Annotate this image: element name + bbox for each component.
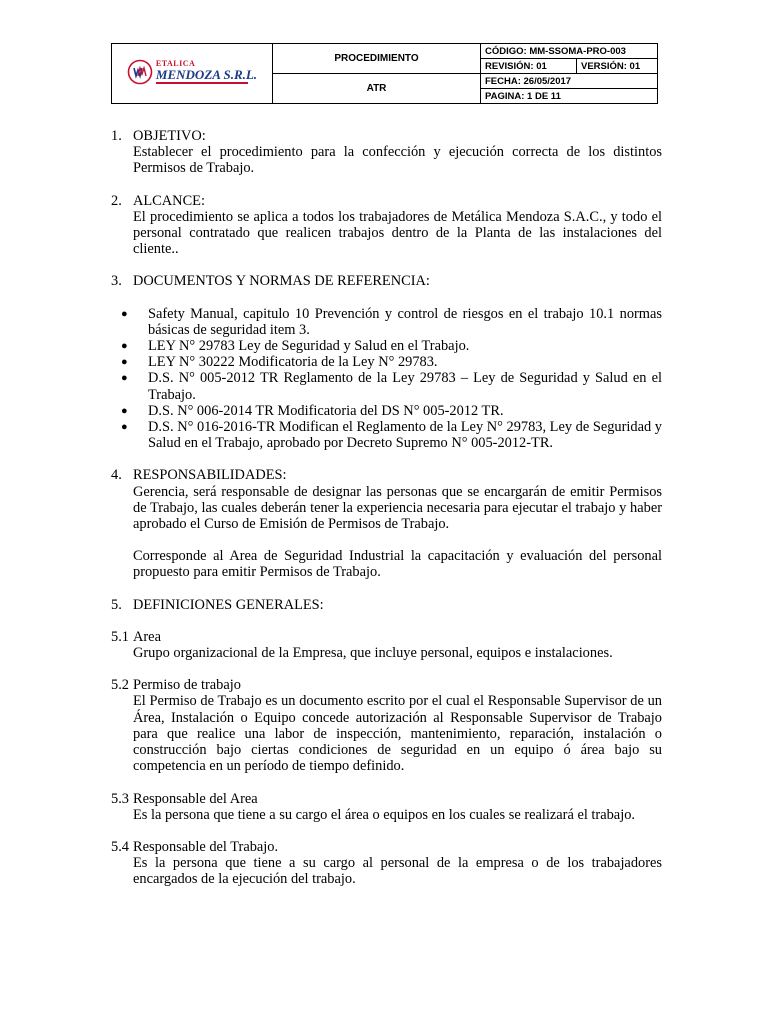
company-logo-cell — [112, 44, 273, 104]
list-item: ● Safety Manual, capitulo 10 Prevención y control de riesgos en el trabajo 10.1 normas básicas de seguridad item 3. — [121, 305, 662, 338]
section-title: DEFINICIONES GENERALES: — [133, 596, 324, 613]
subsection-title: Permiso de trabajo — [133, 677, 241, 694]
doc-code: CÓDIGO: MM-SSOMA-PRO-003 — [481, 44, 658, 59]
section-body: Establecer el procedimiento para la confección y ejecución correcta de los distintos Permisos de Trabajo. — [133, 144, 662, 177]
bullet-icon: ● — [121, 340, 128, 353]
subsection-title: Area — [133, 628, 161, 645]
section-objetivo — [111, 128, 662, 177]
subsection-number: 5.2 — [111, 677, 129, 694]
section-responsabilidades — [111, 467, 662, 580]
logo-text-top: ETALICA — [155, 59, 196, 68]
list-item: ● D.S. N° 016-2016-TR Modifican el Reglamento de la Ley N° 29783, Ley de Seguridad y Salud en el Trabajo, aprobado por Decreto Supremo N° 005-2012-TR. — [121, 419, 662, 452]
subsection-number: 5.4 — [111, 838, 129, 855]
definition-responsable-area — [111, 791, 662, 823]
subsection-body: Grupo organizacional de la Empresa, que incluye personal, equipos e instalaciones. — [133, 645, 613, 662]
doc-type-cell: PROCEDIMIENTO — [273, 44, 481, 74]
subsection-number: 5.3 — [111, 790, 129, 807]
subsection-body: El Permiso de Trabajo es un documento escrito por el cual el Responsable Supervisor de un Área, Instalación o Equipo concede autorización al Responsable Supervisor de Trabajo para que realice una labor de inspección, mantenimiento, reparación, instalación o construcción bajo ciertas condiciones de seguridad en un equipo ó área bajo su competencia en un período de tiempo definido. — [133, 693, 662, 775]
bullet-icon: ● — [121, 404, 128, 417]
document-body — [111, 128, 662, 888]
bullet-icon: ● — [121, 421, 128, 434]
section-title: ALCANCE: — [133, 192, 205, 209]
section-number: 3. — [111, 273, 122, 290]
section-title: OBJETIVO: — [133, 128, 206, 144]
section-definiciones — [111, 597, 662, 613]
document-header-table — [111, 43, 658, 104]
list-item: ● LEY N° 30222 Modificatoria de la Ley N° 29783. — [121, 354, 438, 371]
subsection-body: Es la persona que tiene a su cargo al personal de la empresa o de los trabajadores encargados de la ejecución del trabajo. — [133, 855, 662, 888]
section-number: 2. — [111, 192, 122, 209]
subsection-body: Es la persona que tiene a su cargo el área o equipos en los cuales se realizará el trabajo. — [133, 806, 635, 823]
doc-page-number: PAGINA: 1 DE 11 — [481, 89, 658, 104]
section-documentos — [111, 273, 662, 289]
definition-permiso — [111, 677, 662, 774]
section-title: DOCUMENTOS Y NORMAS DE REFERENCIA: — [133, 273, 430, 290]
subsection-title: Responsable del Trabajo. — [133, 838, 279, 855]
section-alcance — [111, 193, 662, 258]
section-number: 4. — [111, 467, 122, 484]
definition-area — [111, 629, 662, 661]
subsection-number: 5.1 — [111, 628, 129, 645]
doc-revision: REVISIÓN: 01 — [481, 59, 577, 74]
doc-version: VERSIÓN: 01 — [577, 59, 658, 74]
bullet-icon: ● — [121, 307, 128, 320]
mm-emblem-icon — [127, 59, 153, 85]
reference-list — [111, 306, 662, 452]
doc-subject-cell: ATR — [273, 74, 481, 104]
doc-date: FECHA: 26/05/2017 — [481, 74, 658, 89]
subsection-title: Responsable del Area — [133, 790, 258, 807]
list-item: ● LEY N° 29783 Ley de Seguridad y Salud en el Trabajo. — [121, 338, 470, 355]
bullet-icon: ● — [121, 372, 128, 385]
logo-underline — [156, 82, 248, 84]
section-body: El procedimiento se aplica a todos los trabajadores de Metálica Mendoza S.A.C., y todo el personal contratado que realicen trabajos dentro de la Planta de las instalaciones del cliente.. — [133, 208, 662, 258]
section-paragraph: Gerencia, será responsable de designar las personas que se encargarán de emitir Permisos de Trabajo, las cuales deberán tener la experiencia necesaria para ejecutar el trabajo y haber aprobado el Curso de Emisión de Permisos de Trabajo. — [133, 483, 662, 533]
company-logo — [127, 59, 257, 85]
section-title: RESPONSABILIDADES: — [133, 467, 287, 484]
definition-responsable-trabajo — [111, 839, 662, 888]
list-item: ● D.S. N° 006-2014 TR Modificatoria del DS N° 005-2012 TR. — [121, 402, 504, 419]
section-number: 1. — [111, 128, 122, 144]
list-item: ● D.S. N° 005-2012 TR Reglamento de la Ley 29783 – Ley de Seguridad y Salud en el Trabajo. — [121, 370, 662, 403]
logo-text-bottom: MENDOZA S.R.L. — [155, 67, 258, 82]
section-number: 5. — [111, 596, 122, 613]
bullet-icon: ● — [121, 356, 128, 369]
section-paragraph: Corresponde al Area de Seguridad Industrial la capacitación y evaluación del personal propuesto para emitir Permisos de Trabajo. — [133, 548, 662, 581]
